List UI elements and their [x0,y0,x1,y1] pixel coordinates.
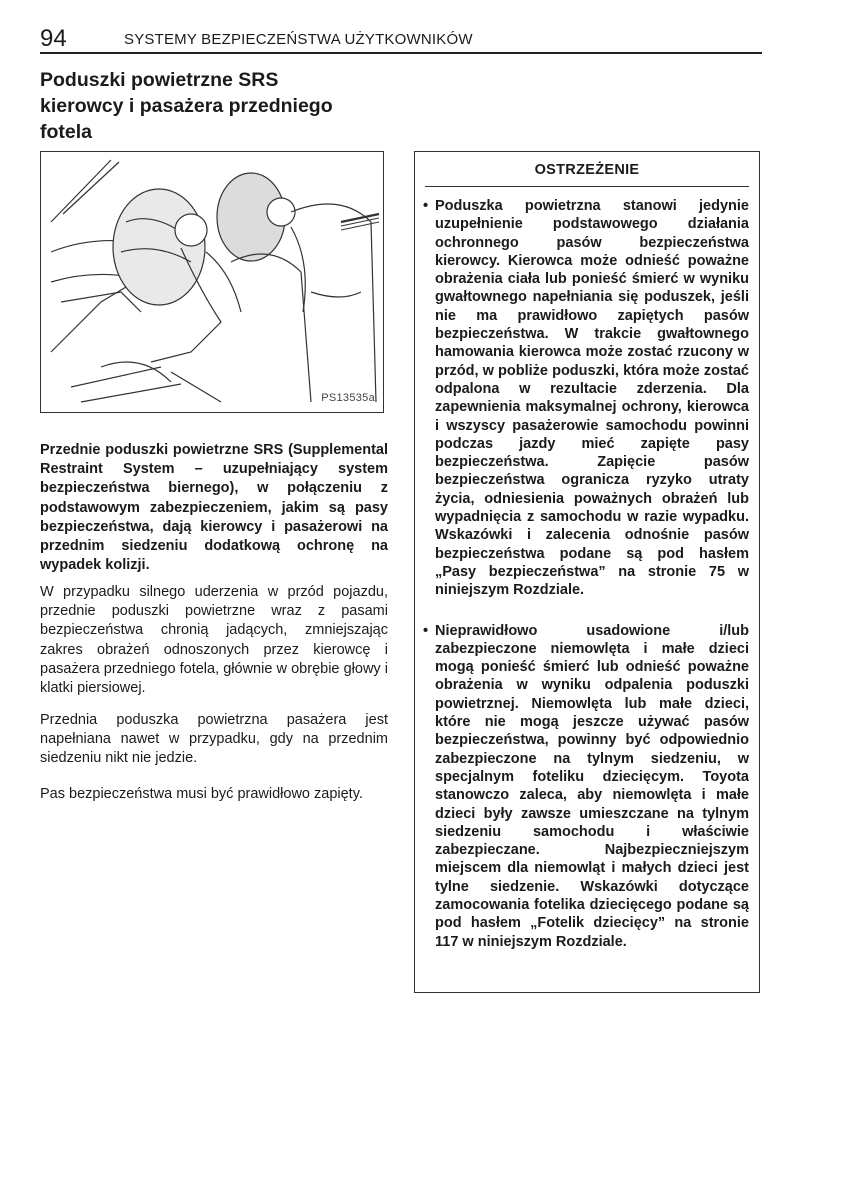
bullet-icon: • [423,198,429,214]
article-title-line: kierowcy i pasażera przedniego [40,95,333,117]
warning-item [423,197,749,600]
body-paragraph: W przypadku silnego uderzenia w przód pojazdu, przednie poduszki powietrzne wraz z pasami bezpieczeństwa chronią jadących, zmniejszając zakres obrażeń odnoszonych przez kierowcę i pasażera przedniego fotela, głównie w obrębie głowy i klatki piersiowej. [40,584,388,697]
warning-item-text: Nieprawidłowo usadowione i/lub zabezpieczone niemowlęta i małe dzieci mogą ponieść śmierć lub odnieść poważne obrażenia w wyniku odpalenia poduszki powietrznej. Niemowlęta lub małe dzieci, które nie mogą jeszcze używać pasów bezpieczeństwa, powinny być odpowiednio zabezpieczone na tylnym siedzeniu, w specjalnym foteliku dziecięcym. Toyota stanowczo zaleca, aby niemowlęta i małe dzieci były zawsze umieszczane na tylnym siedzeniu samochodu i właściwie zabezpieczane. Najbezpieczniejszym miejscem dla niemowląt i małych dzieci jest tylne siedzenie. Wskazówki dotyczące zamocowania fotelika dziecięcego podane są pod hasłem „Fotelik dziecięcy” na stronie 117 w niniejszym Rozdziale. [435,622,749,950]
page-number: 94 [40,25,67,52]
body-paragraph: Przednia poduszka powietrzna pasażera jest napełniana nawet w przypadku, gdy na przednim siedzeniu nikt nie jedzie. [40,712,388,767]
warning-divider [425,186,749,187]
page-header [40,26,762,54]
article-title-line: Poduszki powietrzne SRS [40,69,279,91]
warning-box [414,151,760,993]
airbag-illustration [40,151,384,413]
airbag-drawing [41,152,382,411]
warning-item-text: Poduszka powietrzna stanowi jedynie uzupełnienie podstawowego działania ochronnego pasów bezpieczeństwa kierowcy. Kierowca może odnieść poważne obrażenia ciała lub ponieść śmierć w wyniku gwałtownego napełniania się poduszek, jeśli nie ma prawidłowo zapiętych pasów bezpieczeństwa. W trakcie gwałtownego hamowania kierowca może zostać rzucony w przód, w pobliże poduszki, która może zostać odpalona w rezultacie zderzenia. Dla zapewnienia maksymalnej ochrony, kierowca i wszyscy pasażerowie samochodu powinni podczas jazdy mieć zapięte pasy bezpieczeństwa. Zapięcie pasów bezpieczeństwa ogranicza ryzyko utraty życia, odniesienia poważnych obrażeń lub wypadnięcia z samochodu w razie wypadku. Wskazówki i zalecenia odnośnie pasów bezpieczeństwa podane są pod hasłem „Pasy bezpieczeństwa” na stronie 75 w niniejszym Rozdziale. [435,198,749,599]
bullet-icon: • [423,622,429,639]
section-title: SYSTEMY BEZPIECZEŃSTWA UŻYTKOWNIKÓW [124,31,473,48]
warning-title: OSTRZEŻENIE [534,162,640,178]
body-paragraph: Pas bezpieczeństwa musi być prawidłowo zapięty. [40,786,363,802]
article-title [40,67,400,145]
warning-item [423,622,749,951]
warning-list [415,197,759,951]
article-title-line: fotela [40,121,93,143]
lead-paragraph: Przednie poduszki powietrzne SRS (Supplemental Restraint System – uzupełniający system bezpieczeństwa biernego), w połączeniu z podstawowym zabezpieczeniem, jakim są pasy bezpieczeństwa, dają kierowcy i pasażerowi na przednim siedzeniu dodatkową ochronę na wypadek kolizji. [40,442,388,574]
figure-code: PS13535a [321,392,375,404]
